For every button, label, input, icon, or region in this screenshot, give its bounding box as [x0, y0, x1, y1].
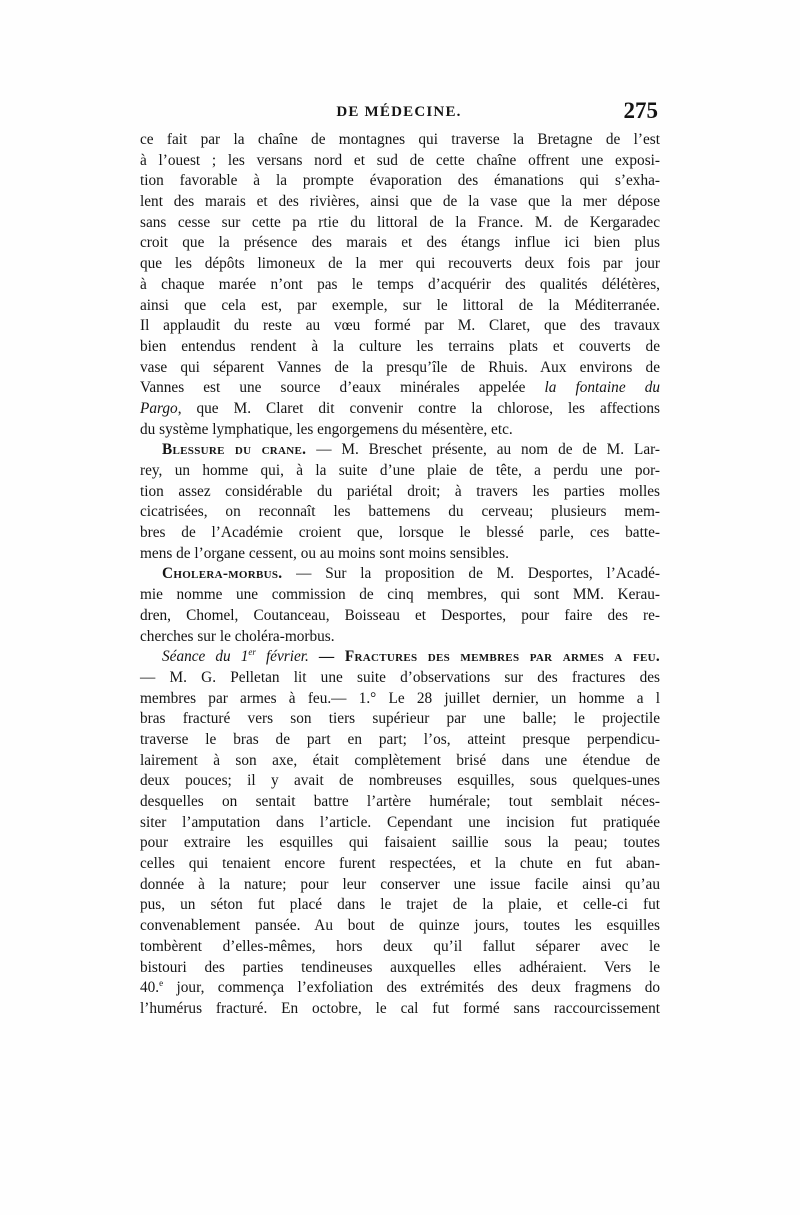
text-line [140, 399, 660, 420]
session-date [162, 648, 309, 665]
body-text [140, 130, 660, 1020]
text-line: croit que la présence des marais et des étangs influe ici bien plus [140, 234, 660, 252]
text-line: desquelles on sentait battre l’artère humérale; tout semblait néces- [140, 793, 660, 810]
text-segment: Vannes est une source d’eaux minérales appelée [140, 379, 526, 397]
text-line: à chaque marée n’ont pas le temps d’acquérir des qualités délétères, [140, 275, 660, 293]
text-line: Il applaudit du reste au vœu formé par M. Claret, que des travaux [140, 317, 660, 335]
text-line: tombèrent d’elles-mêmes, hors deux qu’il fallut séparer avec le [140, 937, 660, 955]
text-line: deux pouces; il y avait de nombreuses esquilles, sous quelques-unes [140, 772, 660, 790]
text-line: bistouri des parties tendineuses auxquelles elles adhéraient. Vers le [140, 958, 660, 976]
text-line: lairement à son axe, était complètement brisé dans une étendue de [140, 751, 660, 769]
text-segment: Séance du 1 [162, 648, 249, 666]
text-line [140, 647, 660, 668]
text-line: que les dépôts limoneux de la mer qui recouverts deux fois par jour [140, 255, 660, 273]
italic-phrase: la fontaine du [544, 379, 660, 397]
running-title: DE MÉDECINE. [336, 104, 462, 120]
text-line: bien entendus rendent à la culture les terrains plats et couverts de [140, 337, 660, 355]
section-heading: Blessure du crane. [162, 441, 307, 459]
text-line: rey, un homme qui, à la suite d’une plaie de tête, a perdu une por- [140, 462, 660, 479]
text-line: à l’ouest ; les versans nord et sud de cette chaîne offrent une exposi- [140, 151, 660, 169]
text-line: ce fait par la chaîne de montagnes qui traverse la Bretagne de l’est [140, 131, 660, 148]
text-line: mie nomme une commission de cinq membres, qui sont MM. Kerau- [140, 586, 660, 604]
text-line: ainsi que cela est, par exemple, sur le littoral de la Méditerranée. [140, 296, 660, 314]
italic-phrase: Pargo [140, 399, 178, 417]
superscript: er [248, 647, 256, 658]
text-line: sans cesse sur cette pa rtie du littoral de la France. M. de Kergaradec [140, 213, 660, 231]
text-line: traverse le bras de part en part; l’os, atteint presque perpendicu- [140, 730, 660, 748]
text-line [140, 564, 660, 585]
section-heading: — Fractures des membres par armes a feu. [318, 648, 660, 666]
text-line: pus, un séton fut placé dans le trajet de la plaie, et celle-ci fut [140, 896, 660, 914]
text-segment: — M. Breschet présente, au nom de de M. Lar- [316, 441, 660, 459]
text-segment: 40. [140, 979, 160, 997]
text-line: mens de l’organe cessent, ou au moins sont moins sensibles. [140, 544, 509, 562]
page-number: 275 [623, 98, 658, 123]
text-line: bres de l’Académie croient que, lorsque le blessé parle, ces batte- [140, 524, 660, 542]
text-line: pour extraire les esquilles qui faisaient saillie sous la peau; toutes [140, 834, 660, 852]
text-line: donnée à la nature; pour leur conserver une issue facile ainsi qu’au [140, 875, 660, 893]
text-line: vase qui séparent Vannes de la presqu’île de Rhuis. Aux environs de [140, 358, 660, 376]
text-line: du système lymphatique, les engorgemens du mésentère, etc. [140, 420, 513, 438]
text-line: cicatrisées, on reconnaît les battemens du cerveau; plusieurs mem- [140, 503, 660, 521]
text-line: celles qui tenaient encore furent respectées, et la chute en fut aban- [140, 855, 660, 873]
text-line: — M. G. Pelletan lit une suite d’observations sur des fractures des [140, 668, 660, 686]
superscript: e [159, 978, 164, 989]
text-segment: février. [265, 648, 309, 666]
text-line [140, 378, 660, 399]
text-line: cherches sur le choléra-morbus. [140, 627, 335, 645]
text-segment: — Sur la proposition de M. Desportes, l’Acadé- [296, 565, 661, 583]
text-line: convenablement pansée. Au bout de quinze jours, toutes les esquilles [140, 917, 660, 935]
text-line: tion favorable à la prompte évaporation des émanations qui s’exha- [140, 172, 660, 190]
section-heading: Cholera-morbus. [162, 565, 283, 583]
text-line [140, 978, 660, 999]
running-head [140, 98, 658, 128]
text-segment: jour, commença l’exfoliation des extrémités des deux fragmens do [163, 979, 660, 997]
text-line: siter l’amputation dans l’article. Cependant une incision fut pratiquée [140, 813, 660, 831]
text-line: tion assez considérable du pariétal droit; à travers les parties molles [140, 482, 660, 500]
text-line: l’humérus fracturé. En octobre, le cal fut formé sans raccourcissement [140, 999, 660, 1017]
text-segment: , que M. Claret dit convenir contre la chlorose, les affections [177, 399, 660, 417]
text-line: membres par armes à feu.— 1.° Le 28 juillet dernier, un homme a l [140, 689, 660, 707]
text-line: lent des marais et des rivières, ainsi que de la vase que la mer dépose [140, 193, 660, 211]
text-line [140, 440, 660, 461]
text-line: bras fracturé vers son tiers supérieur par une balle; le projectile [140, 710, 660, 728]
text-line: dren, Chomel, Coutanceau, Boisseau et Desportes, pour faire des re- [140, 606, 660, 624]
